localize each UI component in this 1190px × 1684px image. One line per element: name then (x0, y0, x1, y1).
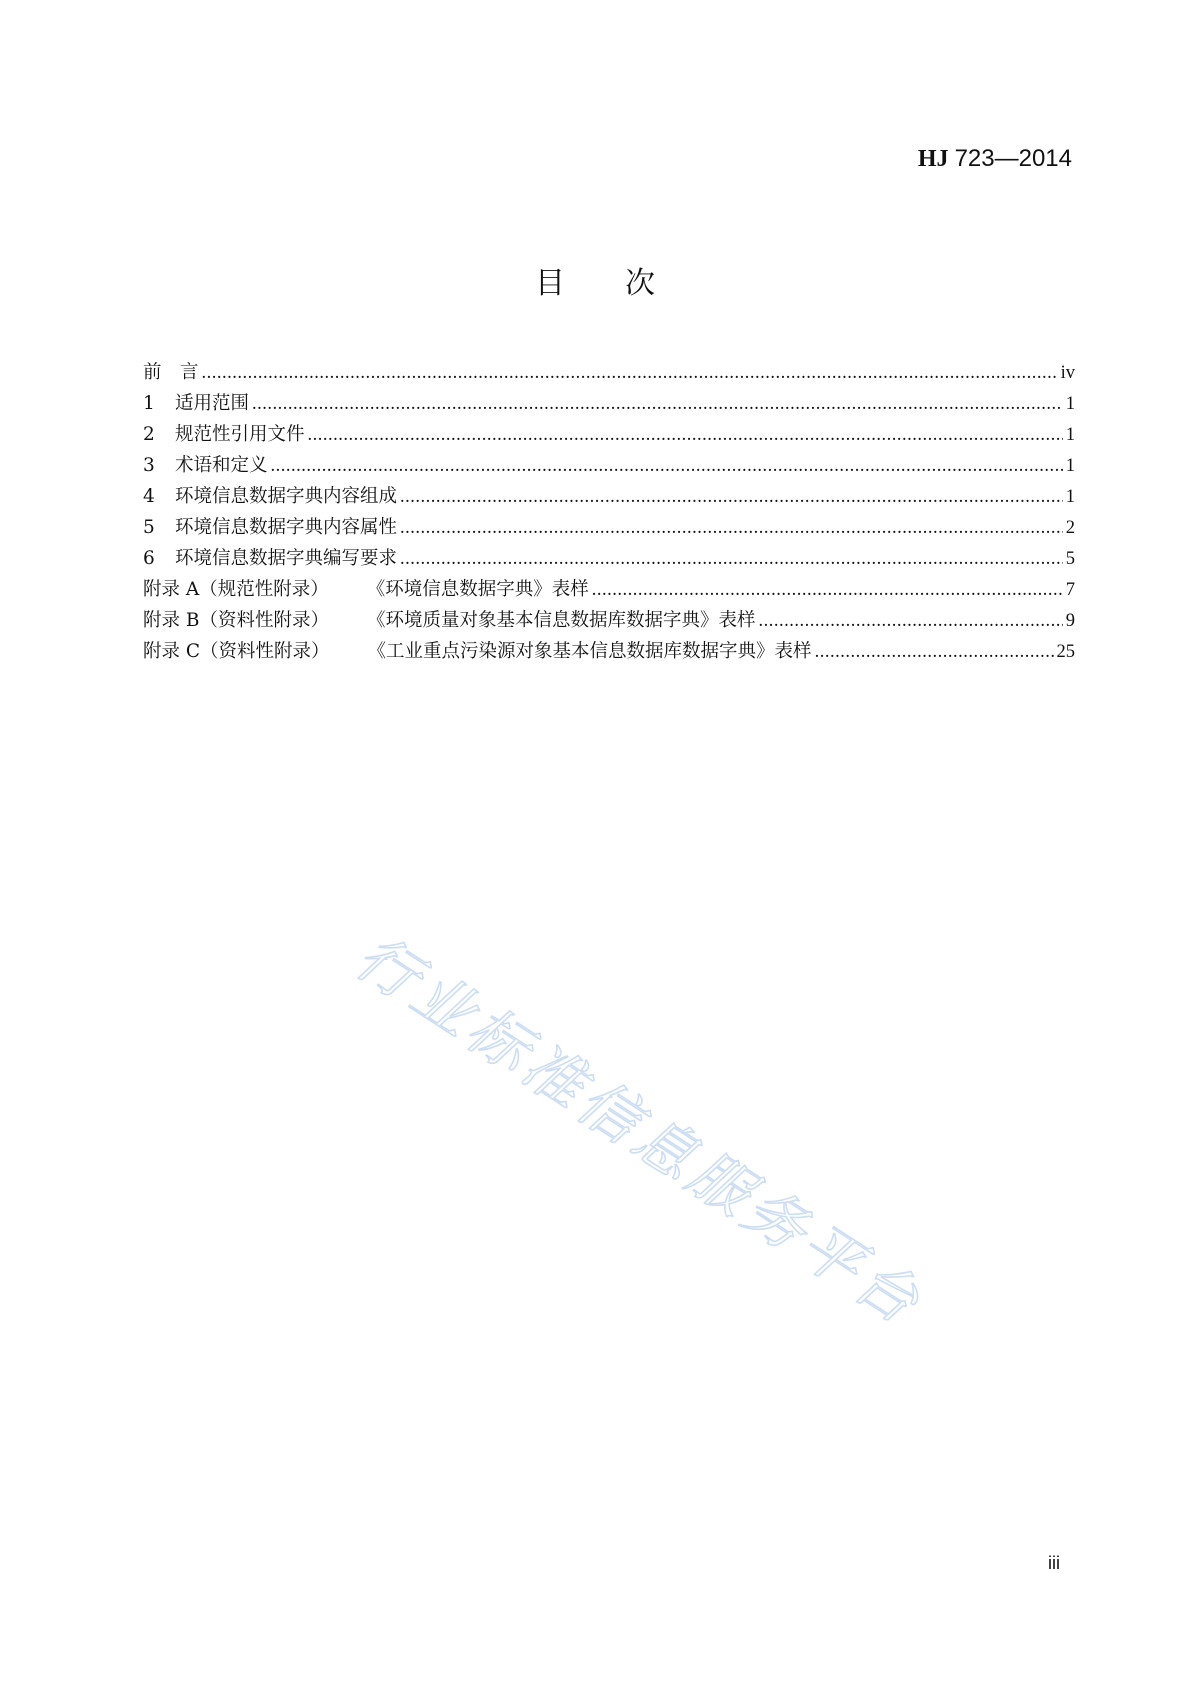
toc-appendix-title: 《环境信息数据字典》表样 (366, 579, 589, 600)
toc-page-number: 25 (1056, 642, 1075, 662)
toc-entry-section-5[interactable] (143, 512, 1075, 543)
toc-page-number: 7 (1065, 580, 1075, 600)
toc-title: 目次 (535, 266, 715, 301)
toc-entry-section-3[interactable] (143, 450, 1075, 481)
document-code (918, 145, 1072, 173)
toc-section-number: 5 (143, 517, 155, 538)
toc-page-number: 5 (1065, 549, 1075, 569)
toc-section-number: 6 (143, 548, 155, 569)
toc-section-number: 3 (143, 455, 155, 476)
toc-entry-label: 附录 C（资料性附录） 《工业重点污染源对象基本信息数据库数据字典》表样 (143, 636, 812, 667)
toc-dot-leader (271, 451, 1063, 482)
toc-page-number: 1 (1065, 487, 1075, 507)
toc-dot-leader (400, 482, 1063, 513)
toc-page-number: 9 (1065, 611, 1075, 631)
toc-dot-leader (252, 389, 1063, 420)
platform-watermark: 行业标准信息服务平台 (343, 922, 936, 1341)
toc-section-number: 1 (143, 393, 155, 414)
toc-entry-section-2[interactable] (143, 419, 1075, 450)
toc-page-number: 2 (1065, 518, 1075, 538)
page-number: iii (1048, 1553, 1060, 1573)
toc-entry-appendix-a[interactable] (143, 574, 1075, 605)
toc-dot-leader (815, 637, 1054, 668)
toc-entry-label: 附录 B（资料性附录） 《环境质量对象基本信息数据库数据字典》表样 (143, 605, 756, 636)
toc-entry-label: 4 环境信息数据字典内容组成 (143, 481, 397, 512)
toc-page-number: iv (1060, 363, 1075, 383)
toc-entry-label: 前 言 (143, 362, 199, 383)
toc-appendix-title: 《环境质量对象基本信息数据库数据字典》表样 (366, 610, 756, 631)
toc-entry-appendix-b[interactable] (143, 605, 1075, 636)
toc-entry-label: 3 术语和定义 (143, 450, 268, 481)
toc-entry-section-1[interactable] (143, 388, 1075, 419)
toc-dot-leader (400, 513, 1063, 544)
toc-entry-appendix-c[interactable] (143, 636, 1075, 667)
toc-entry-foreword[interactable] (143, 357, 1075, 388)
toc-entry-label: 6 环境信息数据字典编写要求 (143, 543, 397, 574)
toc-page-number: 1 (1065, 456, 1075, 476)
toc-section-number: 4 (143, 486, 155, 507)
toc-page-number: 1 (1065, 425, 1075, 445)
toc-page-number: 1 (1065, 394, 1075, 414)
document-code-number: 723—2014 (954, 145, 1072, 172)
toc-dot-leader (308, 420, 1063, 451)
toc-entry-label: 5 环境信息数据字典内容属性 (143, 512, 397, 543)
toc-dot-leader (202, 358, 1058, 389)
toc-section-number: 2 (143, 424, 155, 445)
toc-entry-label: 2 规范性引用文件 (143, 419, 305, 450)
toc-entry-section-6[interactable] (143, 543, 1075, 574)
toc-dot-leader (400, 544, 1063, 575)
toc-entry-label: 1 适用范围 (143, 388, 249, 419)
table-of-contents (143, 357, 1075, 667)
toc-appendix-title: 《工业重点污染源对象基本信息数据库数据字典》表样 (367, 641, 812, 662)
toc-entry-section-4[interactable] (143, 481, 1075, 512)
toc-dot-leader (592, 575, 1063, 606)
document-code-prefix: HJ (917, 146, 949, 172)
toc-entry-label: 附录 A（规范性附录） 《环境信息数据字典》表样 (143, 574, 589, 605)
toc-dot-leader (759, 606, 1063, 637)
